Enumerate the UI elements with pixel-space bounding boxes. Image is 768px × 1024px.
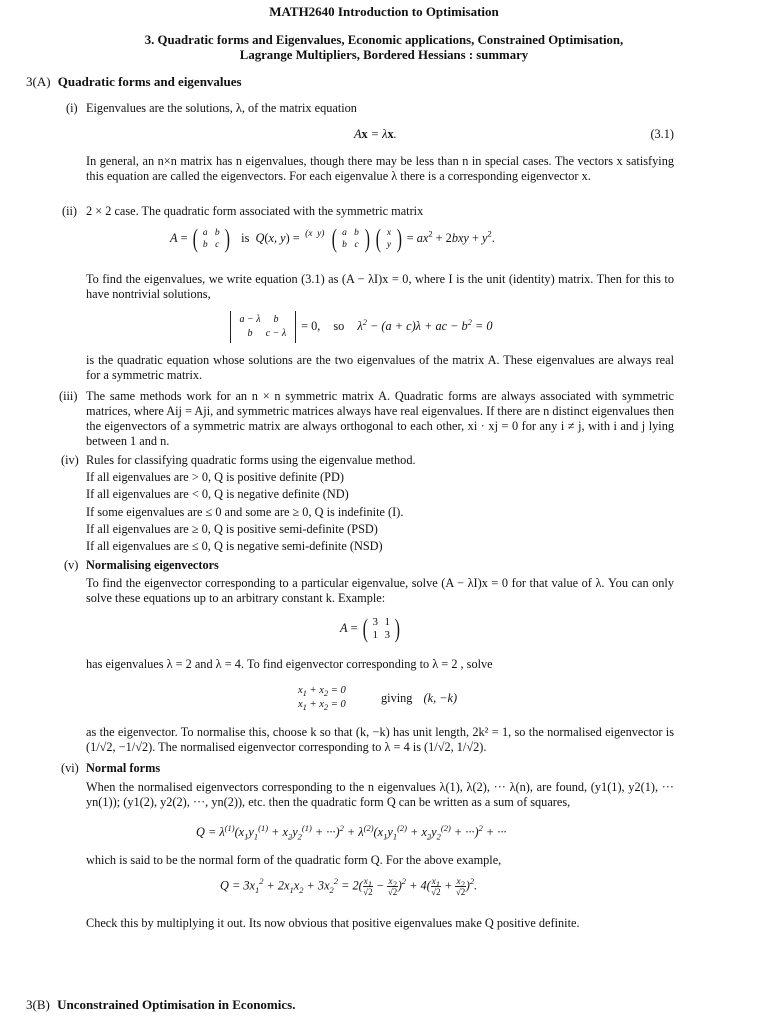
section-a-heading — [26, 74, 242, 89]
course-title: MATH2640 Introduction to Optimisation — [269, 4, 499, 19]
rule-nd: If all eigenvalues are < 0, Q is negative definite (ND) — [86, 487, 349, 501]
example-matrix: A = ( 3 1 1 3 ) — [340, 614, 401, 643]
section-b-number: 3(B) — [26, 997, 50, 1012]
item-ii-intro: 2 × 2 case. The quadratic form associated with the symmetric matrix — [86, 204, 424, 218]
rule-nsd: If all eigenvalues are ≤ 0, Q is negative semi-definite (NSD) — [86, 539, 383, 553]
section-a-number: 3(A) — [26, 74, 51, 89]
item-i-label: (i) — [66, 101, 78, 115]
quadratic-form-equation: A = ( a b b c ) is Q(x, y) = (x y) ( a b b c ) ( x y ) = $ax^2 + 2bxy + y^2$. — [170, 224, 495, 253]
item-vi-text2: which is said to be the normal form of the quadratic form Q. For the above example, — [86, 853, 502, 867]
item-iii-text: The same methods work for an n × n symmetric matrix A. Quadratic forms are always associated with symmetric matrices, where Aij = Aji, and symmetric matrices always have real eigenvalues. If there are n distinct eigenvalues then the eigenvectors of a symmetric matrix are always orthogonal to each other, xi · xj = 0 for any i ≠ j, with i and j lying between 1 and n. — [86, 389, 674, 448]
rule-pd: If all eigenvalues are > 0, Q is positive definite (PD) — [86, 470, 344, 484]
item-i-intro: Eigenvalues are the solutions, λ, of the matrix equation — [86, 101, 357, 115]
item-v-text2: has eigenvalues λ = 2 and λ = 4. To find eigenvector corresponding to λ = 2 , solve — [86, 657, 493, 671]
item-v-text1: To find the eigenvector corresponding to a particular eigenvalue, solve (A − λI)x = 0 for that value of λ. You can only solve these equations up to an arbitrary constant k. Example: — [86, 576, 674, 605]
item-ii-text1: To find the eigenvalues, we write equation (3.1) as (A − λI)x = 0, where I is the unit (identity) matrix. Then for this to have nontrivial solutions, — [86, 272, 674, 301]
item-vi-title: Normal forms — [86, 761, 161, 775]
section-a-title: Quadratic forms and eigenvalues — [57, 74, 242, 89]
item-vi-label: (vi) — [61, 761, 79, 775]
linear-system: $x_1 + x_2 = 0$ $x_1 + x_2 = 0$ — [298, 685, 346, 713]
eigen-equation: Ax = λx. — [354, 127, 397, 141]
section-b-heading — [26, 997, 295, 1012]
item-iii-label: (iii) — [59, 389, 78, 403]
item-v-title: Normalising eigenvectors — [86, 558, 219, 572]
normal-form-general: $Q = \lambda^{(1)}(x_1y_1^{(1)} + x_2y_2^{(1)} + \cdot\cdot\cdot)^2 + \lambda^{(2)}(x_1y_1^{(2)} + x_2y_2^{(2)} + \cdot\cdot\cdot)^2$ + ··· — [196, 822, 507, 842]
item-v-text3: as the eigenvector. To normalise this, choose k so that (k, −k) has unit length, 2k² = 1, so the normalised eigenvector is (1/√2, −1/√2). The normalised eigenvector corresponding to λ = 4 is (1/√2, 1/√2). — [86, 725, 674, 754]
section-b-title: Unconstrained Optimisation in Economics. — [57, 997, 296, 1012]
rule-psd: If all eigenvalues are ≥ 0, Q is positive semi-definite (PSD) — [86, 522, 378, 536]
item-i-text: In general, an n×n matrix has n eigenvalues, though there may be less than n in special cases. The vectors x satisfying this equation are called the eigenvectors. For each eigenvalue λ there is a corresponding eigenvector x. — [86, 154, 674, 183]
so-word: so — [333, 318, 345, 333]
item-ii-label: (ii) — [62, 204, 78, 218]
chapter-title-line2: Lagrange Multipliers, Bordered Hessians : summary — [239, 48, 529, 62]
item-iv-label: (iv) — [61, 453, 79, 467]
giving-word: giving — [381, 691, 413, 705]
item-vi-text1: When the normalised eigenvectors corresponding to the n eigenvalues λ(1), λ(2), ··· λ(n), are found, (y1(1), y2(1), ··· yn(1)); (y1(2), y2(2), ···, yn(2)), etc. then the quadratic form Q can be written as a sum of squares, — [86, 780, 674, 809]
rule-indefinite: If some eigenvalues are ≤ 0 and some are ≥ 0, Q is indefinite (I). — [86, 505, 404, 519]
characteristic-equation: a − λ b b c − λ = 0, so $\lambda^2 - (a + c)\lambda$ + ac − $b^2 = 0$ — [230, 311, 493, 343]
giving-eigenvector: giving (k, −k) — [381, 691, 458, 705]
item-ii-text2: is the quadratic equation whose solutions are the two eigenvalues of the matrix A. These eigenvalues are always real for a symmetric matrix. — [86, 353, 674, 382]
item-iv-intro: Rules for classifying quadratic forms using the eigenvalue method. — [86, 453, 416, 467]
item-vi-text3: Check this by multiplying it out. Its now obvious that positive eigenvalues make Q positive definite. — [86, 916, 580, 930]
normal-form-example: $Q = 3x_1^2 + 2x_1x_2 + 3x_2^2 = 2$( $\frac{x_1}{√2}$ − $\frac{x_2}{√2}$ )$^2$ + 4( $\frac{x_1}{√2}$ + $\frac{x_2}{√2}$ )$^2$. — [220, 876, 478, 897]
chapter-title-line1: 3. Quadratic forms and Eigenvalues, Economic applications, Constrained Optimisation, — [144, 33, 624, 47]
item-v-label: (v) — [64, 558, 79, 572]
equation-number-3-1: (3.1) — [650, 127, 674, 141]
